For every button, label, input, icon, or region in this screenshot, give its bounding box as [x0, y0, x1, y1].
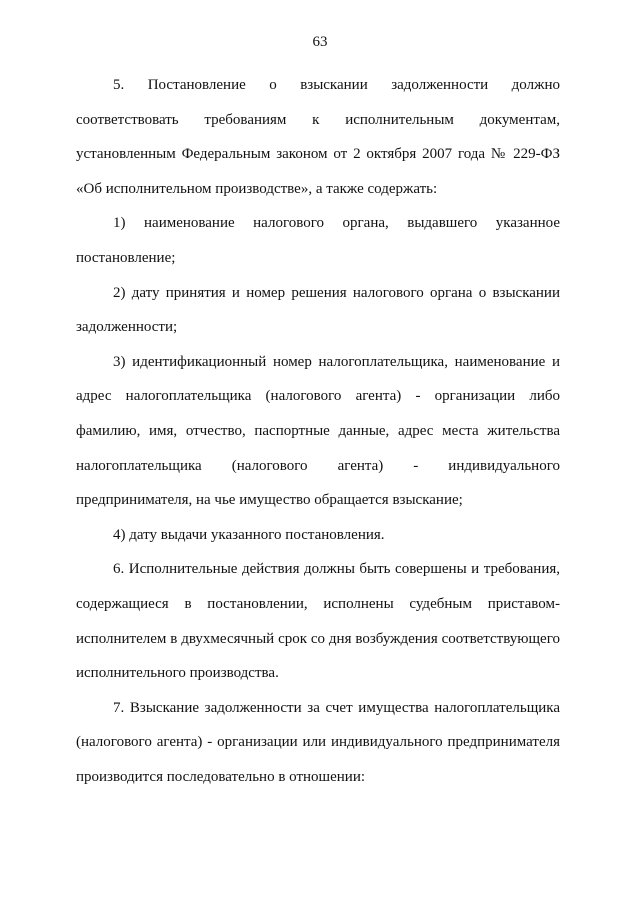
paragraph-item-7: 7. Взыскание задолженности за счет имущества налогоплательщика (налогового агента) - организации или индивидуального предпринимателя производится последовательно в отношении: [76, 699, 560, 785]
paragraph-subitem-4: 4) дату выдачи указанного постановления. [113, 526, 385, 543]
paragraph-subitem-3: 3) идентификационный номер налогоплательщика, наименование и адрес налогоплательщика (налогового агента) - организации либо фамилию, имя, отчество, паспортные данные, адрес места жительства налогоплательщика (налогового агента) - индивидуального предпринимателя, на чье имущество обращается взыскание; [76, 353, 560, 509]
paragraph-subitem-1: 1) наименование налогового органа, выдавшего указанное постановление; [76, 215, 560, 266]
paragraph-item-6: 6. Исполнительные действия должны быть совершены и требования, содержащиеся в постановлении, исполнены судебным приставом-исполнителем в двухмесячный срок со дня возбуждения соответствующего исполнительного производства. [76, 561, 560, 682]
paragraph-subitem-2: 2) дату принятия и номер решения налогового органа о взыскании задолженности; [76, 284, 560, 336]
page-number: 63 [312, 34, 328, 50]
document-body [76, 68, 560, 794]
paragraph-item-5: 5. Постановление о взыскании задолженности должно соответствовать требованиям к исполнительным документам, установленным Федеральным законом от 2 октября 2007 года № 229-ФЗ «Об исполнительном производстве», а также содержать: [76, 77, 560, 197]
